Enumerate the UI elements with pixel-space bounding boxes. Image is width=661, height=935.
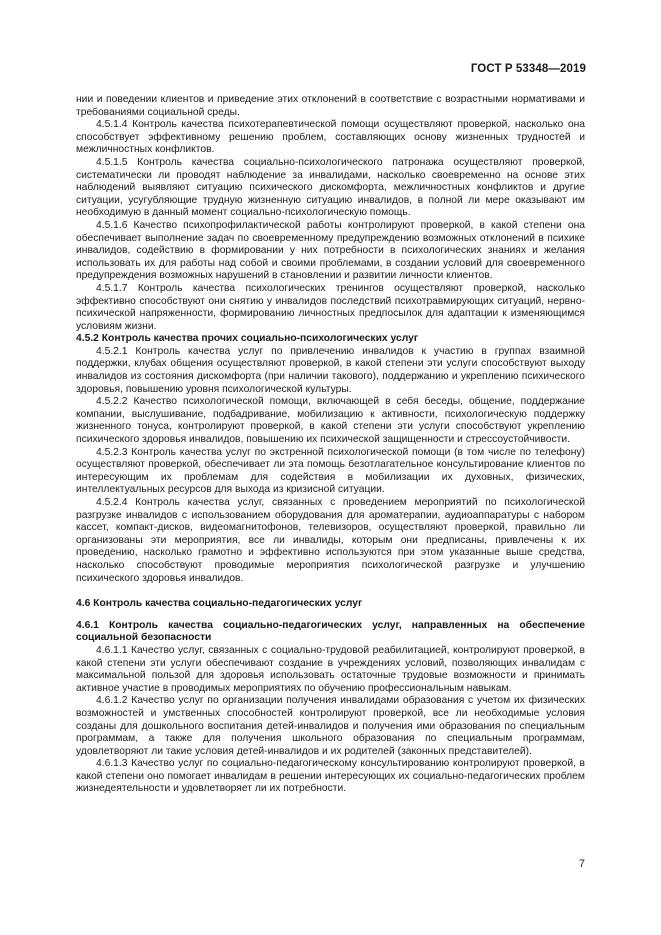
document-body	[76, 94, 585, 796]
heading-4-5-2: 4.5.2 Контроль качества прочих социально-психологических услуг	[76, 333, 419, 345]
page-number: 7	[578, 858, 585, 870]
paragraph-4-5-1-7: 4.5.1.7 Контроль качества психологических тренингов осуществляют проверкой, насколько эффективно способствуют они снятию у инвалидов последствий психотравмирующих ситуаций, нервно-психической напряженности, формированию личностных предпосылок для адаптации к изменяющимся условиям жизни.	[76, 282, 585, 332]
paragraph-4-5-2-4: 4.5.2.4 Контроль качества услуг, связанных с проведением мероприятий по психологической разгрузке инвалидов с использованием оборудования для ароматерапии, аудиоаппаратуры с набором кассет, компакт-дисков, видеомагнитофонов, телевизоров, осуществляют проверкой, правильно ли организованы эти мероприятия, все ли инвалиды, которым они предписаны, привлечены к их проведению, насколько грамотно и эффективно используются при этом указанные выше средства, насколько способствуют проводимые мероприятия психологической разгрузке и улучшению психического здоровья инвалидов.	[76, 497, 585, 584]
standard-number: ГОСТ Р 53348—2019	[470, 63, 586, 75]
paragraph-4-5-1-6: 4.5.1.6 Качество психопрофилактической работы контролируют проверкой, в какой степени она обеспечивает выполнение задач по своевременному предупреждению возможных отклонений в психике инвалидов, содействию в формировании у них потребности в психологических знаниях и желания использовать их для работы над собой и своими проблемами, в создании условий для своевременного предупреждения возможных нарушений в становлении и развитии личности клиентов.	[76, 219, 585, 282]
paragraph-4-5-2-2: 4.5.2.2 Качество психологической помощи, включающей в себя беседы, общение, поддержание компании, выслушивание, подбадривание, мобилизацию к активности, психологическую поддержку жизненного тонуса, контролируют проверкой, в какой степени эти услуги способствуют укреплению психического здоровья инвалидов, повышению их психической защищенности и стрессоустойчивости.	[76, 396, 585, 446]
paragraph-4-6-1-2: 4.6.1.2 Качество услуг по организации получения инвалидами образования с учетом их физических возможностей и умственных способностей контролируют проверкой, все ли необходимые условия созданы для дошкольного воспитания детей-инвалидов и получения ими образования по специальным программам, а также для получения школьного образования по специальным программам, удовлетворяют ли такие условия детей-инвалидов и их родителей (законных представителей).	[76, 695, 585, 757]
paragraph-4-5-2-3: 4.5.2.3 Контроль качества услуг по экстренной психологической помощи (в том числе по телефону) осуществляют проверкой, обеспечивает ли эта помощь безотлагательное консультирование клиентов по интересующим их проблемам для содействия в мобилизации их духовных, физических, интеллектуальных ресурсов для выхода из кризисной ситуации.	[76, 446, 585, 496]
heading-4-6: 4.6 Контроль качества социально-педагогических услуг	[76, 598, 363, 610]
paragraph-4-5-2-1: 4.5.2.1 Контроль качества услуг по привлечению инвалидов к участию в группах взаимной поддержки, клубах общения осуществляют проверкой, в какой степени эти услуги способствуют выходу инвалидов из состояния дискомфорта (при наличии такового), поддержанию и укреплению психического здоровья, повышению уровня психологической культуры.	[76, 345, 585, 395]
paragraph-continuation: нии и поведении клиентов и приведение этих отклонений в соответствие с возрастными нормативами и требованиями социальной среды.	[76, 94, 585, 118]
paragraph-4-6-1-1: 4.6.1.1 Качество услуг, связанных с социально-трудовой реабилитацией, контролируют проверкой, в какой степени эти услуги обеспечивают создание в учреждениях условий, позволяющих инвалидам с максимальной пользой для здоровья использовать остаточные трудовые возможности и принимать активное участие в проводимых мероприятиях по обучению профессиональным навыкам.	[76, 644, 585, 694]
paragraph-4-6-1-3: 4.6.1.3 Качество услуг по социально-педагогическому консультированию контролируют проверкой, в какой степени оно помогает инвалидам в решении интересующих их социально-педагогических проблем жизнедеятельности и удовлетворяет ли их потребности.	[76, 758, 585, 795]
heading-4-6-1: 4.6.1 Контроль качества социально-педагогических услуг, направленных на обеспечение социальной безопасности	[76, 619, 585, 644]
paragraph-4-5-1-5: 4.5.1.5 Контроль качества социально-психологического патронажа осуществляют проверкой, систематически ли проводят наблюдение за инвалидами, насколько своевременно на основе этих наблюдений выявляют ситуацию психического дискомфорта, межличностных конфликтов и другие ситуации, усугубляющие трудную жизненную ситуацию инвалидов, в полной ли мере оказывают им необходимую в данный момент социально-психологическую помощь.	[76, 156, 585, 219]
paragraph-4-5-1-4: 4.5.1.4 Контроль качества психотерапевтической помощи осуществляют проверкой, насколько она способствует эффективному решению проблем, составляющих основу жизненных трудностей и межличностных конфликтов.	[76, 119, 585, 156]
